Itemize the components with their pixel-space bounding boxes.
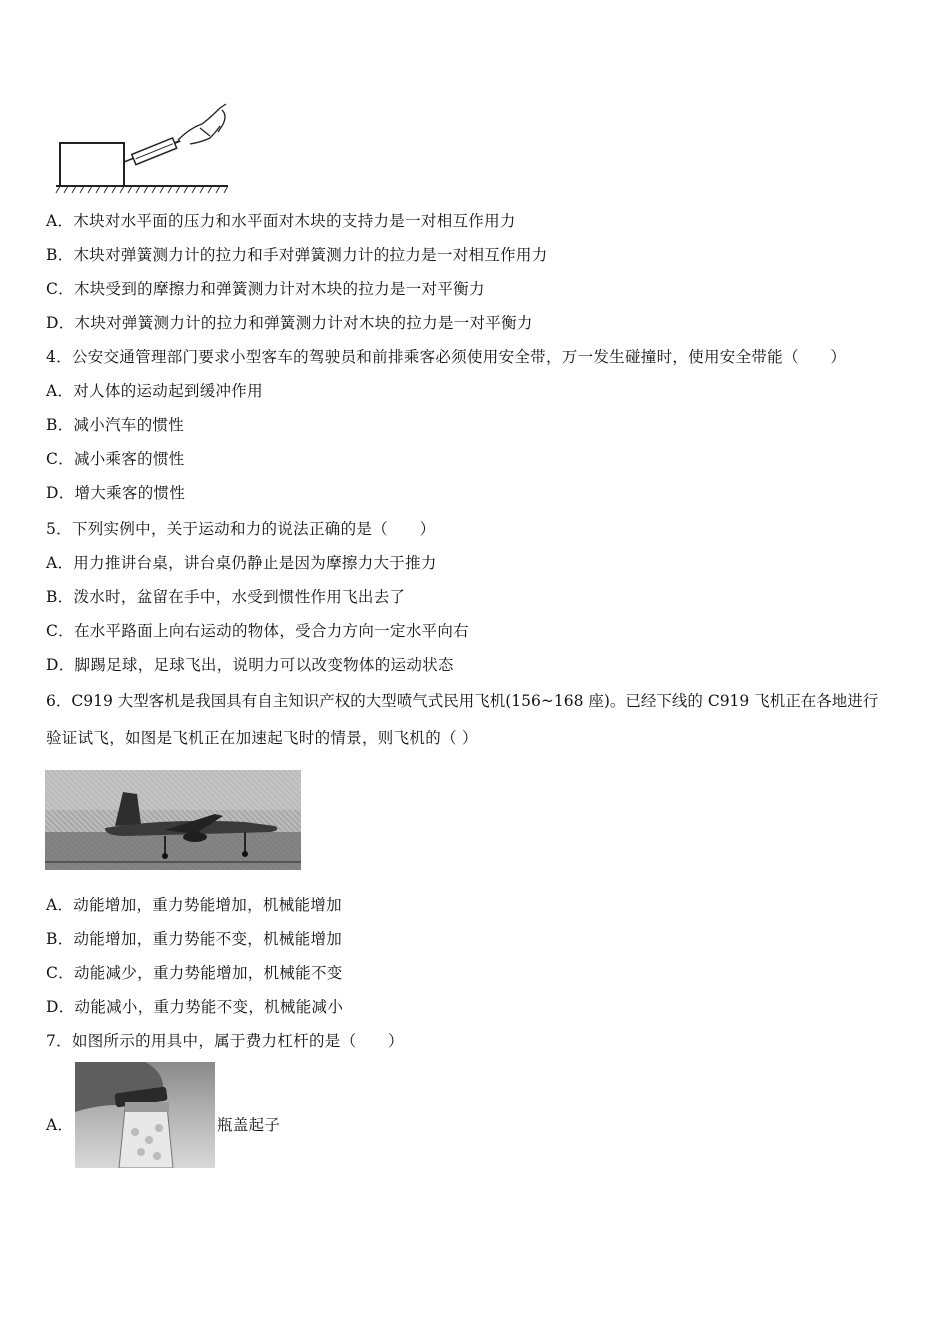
q6-option-b: B．动能增加，重力势能不变，机械能增加 xyxy=(46,930,343,948)
q6-option-d: D．动能减小，重力势能不变，机械能减小 xyxy=(46,998,344,1016)
q4-option-b: B．减小汽车的惯性 xyxy=(46,416,185,434)
q4-option-a: A．对人体的运动起到缓冲作用 xyxy=(46,382,263,400)
q5-option-a: A．用力推讲台桌，讲台桌仍静止是因为摩擦力大于推力 xyxy=(46,554,437,572)
q6-stem-line1: 6．C919 大型客机是我国具有自主知识产权的大型喷气式民用飞机(156~168 座)。已经下线的 C919 飞机正在各地进行 xyxy=(46,692,879,710)
bottle-opener-photo xyxy=(75,1062,215,1168)
block-spring-scale-figure xyxy=(50,98,235,196)
q4-option-c: C．减小乘客的惯性 xyxy=(46,450,185,468)
q6-option-a: A．动能增加，重力势能增加，机械能增加 xyxy=(46,896,342,914)
airplane-takeoff-photo xyxy=(45,770,301,870)
q6-option-c: C．动能减少，重力势能增加，机械能不变 xyxy=(46,964,343,982)
q5-option-b: B．泼水时，盆留在手中，水受到惯性作用飞出去了 xyxy=(46,588,406,606)
q3-option-a: A．木块对水平面的压力和水平面对木块的支持力是一对相互作用力 xyxy=(46,212,516,230)
q5-option-c: C．在水平路面上向右运动的物体，受合力方向一定水平向右 xyxy=(46,622,469,640)
q4-stem: 4．公安交通管理部门要求小型客车的驾驶员和前排乘客必须使用安全带，万一发生碰撞时，使用安全带能（ ） xyxy=(46,348,847,366)
q5-stem: 5．下列实例中，关于运动和力的说法正确的是（ ） xyxy=(46,520,436,538)
q4-option-d: D．增大乘客的惯性 xyxy=(46,484,186,502)
q6-stem-line2: 验证试飞，如图是飞机正在加速起飞时的情景，则飞机的（ ） xyxy=(46,729,478,747)
q3-option-b: B．木块对弹簧测力计的拉力和手对弹簧测力计的拉力是一对相互作用力 xyxy=(46,246,548,264)
q5-option-d: D．脚踢足球，足球飞出，说明力可以改变物体的运动状态 xyxy=(46,656,454,674)
q3-option-c: C．木块受到的摩擦力和弹簧测力计对木块的拉力是一对平衡力 xyxy=(46,280,485,298)
q7-stem: 7．如图所示的用具中，属于费力杠杆的是（ ） xyxy=(46,1032,404,1050)
q7-option-a-label: 瓶盖起子 xyxy=(217,1116,281,1134)
q3-option-d: D．木块对弹簧测力计的拉力和弹簧测力计对木块的拉力是一对平衡力 xyxy=(46,314,533,332)
q7-option-a-prefix: A． xyxy=(46,1116,74,1134)
